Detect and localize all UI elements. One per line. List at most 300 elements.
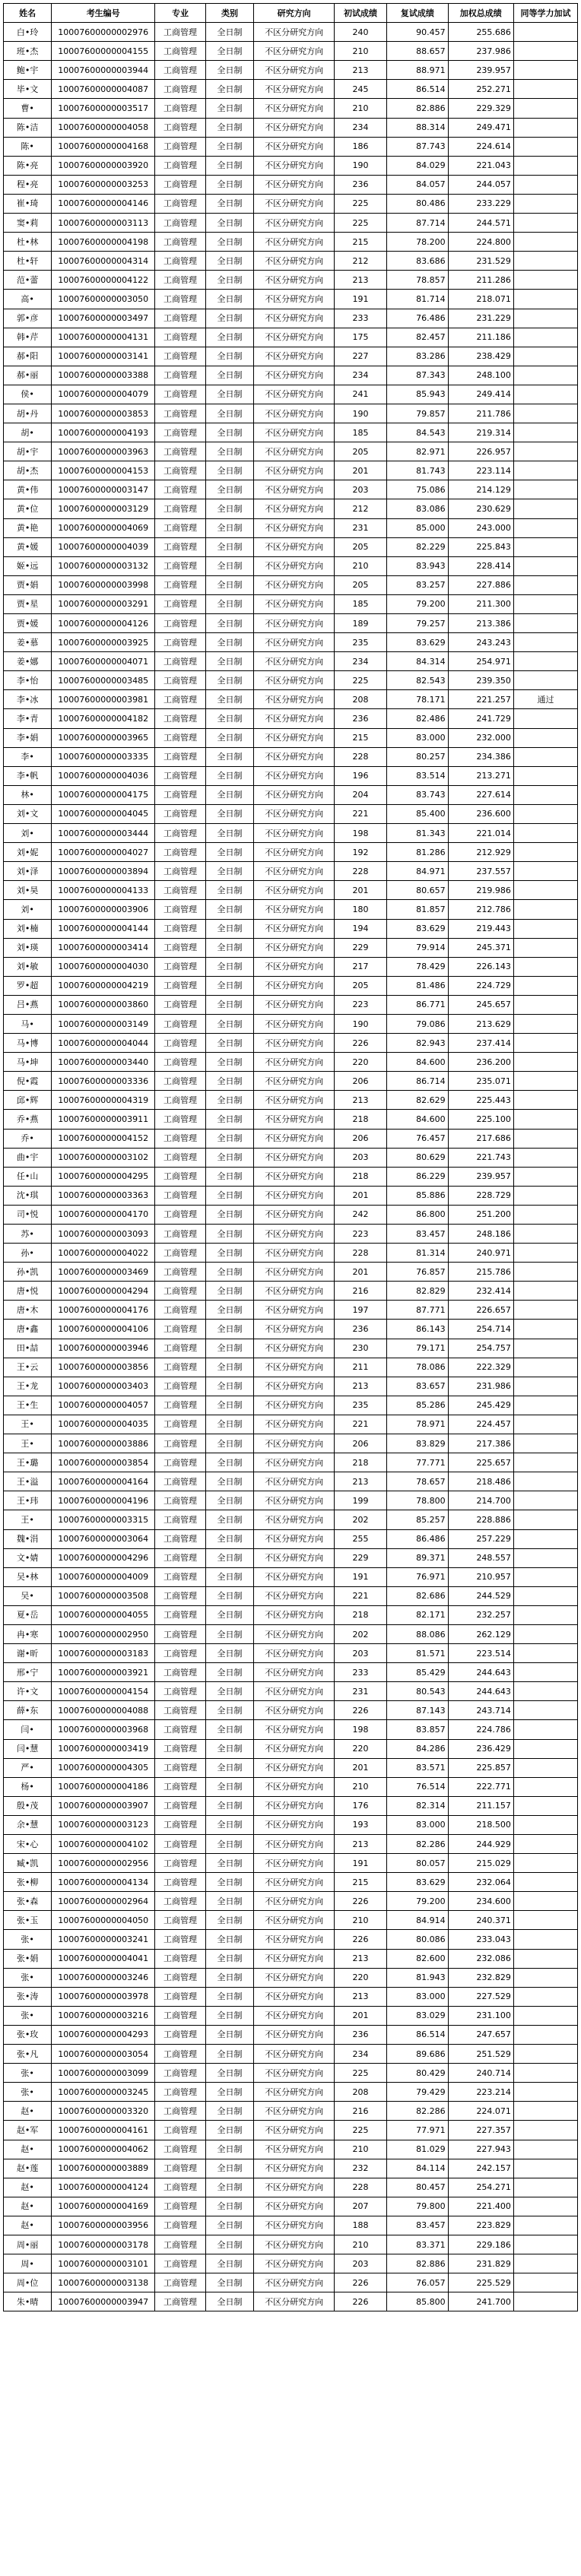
cell-weighted-total: 221.257 xyxy=(448,690,513,709)
cell-equivalent-exam xyxy=(513,423,577,442)
cell-equivalent-exam xyxy=(513,2235,577,2254)
cell-retest-score: 85.257 xyxy=(387,1510,449,1529)
cell-retest-score: 85.943 xyxy=(387,385,449,404)
cell-major: 工商管理 xyxy=(155,1377,206,1396)
cell-initial-score: 236 xyxy=(335,1320,387,1339)
cell-major: 工商管理 xyxy=(155,1034,206,1053)
cell-retest-score: 83.657 xyxy=(387,1377,449,1396)
cell-equivalent-exam xyxy=(513,1110,577,1129)
cell-retest-score: 79.086 xyxy=(387,1014,449,1033)
cell-equivalent-exam xyxy=(513,1282,577,1301)
cell-equivalent-exam xyxy=(513,1873,577,1892)
cell-candidate-id: 10007600000004170 xyxy=(52,1205,155,1224)
cell-retest-score: 87.143 xyxy=(387,1701,449,1720)
cell-research-direction: 不区分研究方向 xyxy=(254,309,335,328)
cell-major: 工商管理 xyxy=(155,1701,206,1720)
cell-candidate-id: 10007600000003183 xyxy=(52,1644,155,1663)
cell-name: 王•玮 xyxy=(4,1491,52,1510)
cell-equivalent-exam xyxy=(513,1892,577,1911)
cell-major: 工商管理 xyxy=(155,214,206,233)
table-row xyxy=(4,1491,578,1510)
cell-category: 全日制 xyxy=(205,2025,253,2044)
cell-major: 工商管理 xyxy=(155,1624,206,1643)
cell-category: 全日制 xyxy=(205,290,253,309)
cell-candidate-id: 10007600000004319 xyxy=(52,1091,155,1110)
cell-retest-score: 85.886 xyxy=(387,1186,449,1205)
cell-category: 全日制 xyxy=(205,843,253,862)
cell-candidate-id: 10007600000003414 xyxy=(52,938,155,957)
cell-initial-score: 226 xyxy=(335,2292,387,2311)
cell-equivalent-exam xyxy=(513,2292,577,2311)
cell-major: 工商管理 xyxy=(155,1987,206,2006)
cell-research-direction: 不区分研究方向 xyxy=(254,2140,335,2159)
cell-research-direction: 不区分研究方向 xyxy=(254,652,335,671)
cell-weighted-total: 255.686 xyxy=(448,23,513,42)
cell-candidate-id: 10007600000003245 xyxy=(52,2083,155,2102)
cell-candidate-id: 10007600000003093 xyxy=(52,1225,155,1244)
cell-research-direction: 不区分研究方向 xyxy=(254,556,335,575)
cell-research-direction: 不区分研究方向 xyxy=(254,118,335,137)
cell-candidate-id: 10007600000004305 xyxy=(52,1758,155,1777)
cell-equivalent-exam xyxy=(513,1644,577,1663)
cell-initial-score: 213 xyxy=(335,1377,387,1396)
cell-equivalent-exam xyxy=(513,1358,577,1377)
cell-research-direction: 不区分研究方向 xyxy=(254,1854,335,1873)
cell-retest-score: 83.514 xyxy=(387,766,449,785)
cell-name: 马• xyxy=(4,1014,52,1033)
cell-candidate-id: 10007600000004169 xyxy=(52,2197,155,2216)
cell-retest-score: 82.457 xyxy=(387,328,449,347)
cell-candidate-id: 10007600000004122 xyxy=(52,271,155,290)
table-row xyxy=(4,1796,578,1815)
cell-name: 闫•慧 xyxy=(4,1739,52,1758)
cell-research-direction: 不区分研究方向 xyxy=(254,1930,335,1949)
cell-name: 姜•娜 xyxy=(4,652,52,671)
score-sheet xyxy=(3,3,578,2311)
cell-equivalent-exam xyxy=(513,1854,577,1873)
cell-major: 工商管理 xyxy=(155,747,206,766)
cell-category: 全日制 xyxy=(205,1186,253,1205)
cell-candidate-id: 10007600000004087 xyxy=(52,80,155,99)
cell-name: 韩•芹 xyxy=(4,328,52,347)
cell-candidate-id: 10007600000003149 xyxy=(52,1014,155,1033)
cell-research-direction: 不区分研究方向 xyxy=(254,1835,335,1854)
cell-candidate-id: 10007600000002964 xyxy=(52,1892,155,1911)
cell-equivalent-exam xyxy=(513,1205,577,1224)
cell-candidate-id: 10007600000003907 xyxy=(52,1796,155,1815)
cell-equivalent-exam xyxy=(513,1053,577,1072)
cell-name: 沈•琪 xyxy=(4,1186,52,1205)
cell-major: 工商管理 xyxy=(155,1186,206,1205)
cell-major: 工商管理 xyxy=(155,1491,206,1510)
cell-research-direction: 不区分研究方向 xyxy=(254,99,335,118)
cell-weighted-total: 240.714 xyxy=(448,2064,513,2083)
table-row xyxy=(4,2216,578,2235)
cell-research-direction: 不区分研究方向 xyxy=(254,214,335,233)
cell-weighted-total: 243.243 xyxy=(448,633,513,652)
cell-candidate-id: 10007600000003178 xyxy=(52,2235,155,2254)
cell-category: 全日制 xyxy=(205,1529,253,1548)
cell-category: 全日制 xyxy=(205,423,253,442)
cell-weighted-total: 235.071 xyxy=(448,1072,513,1091)
cell-initial-score: 213 xyxy=(335,1987,387,2006)
cell-category: 全日制 xyxy=(205,556,253,575)
cell-initial-score: 206 xyxy=(335,1072,387,1091)
cell-name: 刘• xyxy=(4,900,52,919)
cell-initial-score: 201 xyxy=(335,1263,387,1282)
cell-name: 孙• xyxy=(4,1244,52,1263)
cell-major: 工商管理 xyxy=(155,1720,206,1739)
cell-candidate-id: 10007600000003315 xyxy=(52,1510,155,1529)
cell-candidate-id: 10007600000003141 xyxy=(52,347,155,366)
cell-research-direction: 不区分研究方向 xyxy=(254,1586,335,1605)
table-row xyxy=(4,2178,578,2197)
table-row xyxy=(4,690,578,709)
cell-category: 全日制 xyxy=(205,2292,253,2311)
cell-equivalent-exam xyxy=(513,919,577,938)
cell-research-direction: 不区分研究方向 xyxy=(254,1148,335,1167)
cell-category: 全日制 xyxy=(205,347,253,366)
cell-equivalent-exam xyxy=(513,671,577,690)
cell-equivalent-exam xyxy=(513,1263,577,1282)
cell-major: 工商管理 xyxy=(155,2102,206,2121)
cell-major: 工商管理 xyxy=(155,1014,206,1033)
cell-weighted-total: 219.986 xyxy=(448,881,513,900)
cell-equivalent-exam xyxy=(513,1567,577,1586)
cell-initial-score: 190 xyxy=(335,1014,387,1033)
cell-major: 工商管理 xyxy=(155,1911,206,1930)
cell-major: 工商管理 xyxy=(155,1453,206,1472)
cell-retest-score: 81.714 xyxy=(387,290,449,309)
cell-retest-score: 80.486 xyxy=(387,194,449,213)
cell-equivalent-exam xyxy=(513,957,577,976)
cell-initial-score: 190 xyxy=(335,404,387,423)
cell-equivalent-exam xyxy=(513,1835,577,1854)
cell-major: 工商管理 xyxy=(155,1072,206,1091)
cell-initial-score: 223 xyxy=(335,995,387,1014)
table-row xyxy=(4,1739,578,1758)
cell-major: 工商管理 xyxy=(155,594,206,613)
cell-name: 赵• xyxy=(4,2216,52,2235)
cell-weighted-total: 257.229 xyxy=(448,1529,513,1548)
cell-equivalent-exam xyxy=(513,2197,577,2216)
cell-name: 刘•妮 xyxy=(4,843,52,862)
cell-name: 姬•远 xyxy=(4,556,52,575)
cell-name: 胡•宇 xyxy=(4,442,52,461)
table-row xyxy=(4,214,578,233)
cell-major: 工商管理 xyxy=(155,2273,206,2292)
cell-candidate-id: 10007600000003419 xyxy=(52,1739,155,1758)
cell-name: 李•冰 xyxy=(4,690,52,709)
cell-name: 姜•慕 xyxy=(4,633,52,652)
cell-weighted-total: 249.414 xyxy=(448,385,513,404)
cell-category: 全日制 xyxy=(205,1510,253,1529)
cell-candidate-id: 10007600000003440 xyxy=(52,1053,155,1072)
cell-candidate-id: 10007600000004057 xyxy=(52,1396,155,1415)
cell-major: 工商管理 xyxy=(155,385,206,404)
table-row xyxy=(4,1682,578,1701)
cell-retest-score: 82.314 xyxy=(387,1796,449,1815)
cell-equivalent-exam xyxy=(513,843,577,862)
table-row xyxy=(4,1815,578,1834)
cell-category: 全日制 xyxy=(205,1739,253,1758)
cell-equivalent-exam xyxy=(513,1072,577,1091)
cell-major: 工商管理 xyxy=(155,1205,206,1224)
cell-initial-score: 223 xyxy=(335,1225,387,1244)
table-row xyxy=(4,1129,578,1148)
cell-retest-score: 83.257 xyxy=(387,575,449,594)
cell-category: 全日制 xyxy=(205,2045,253,2064)
cell-category: 全日制 xyxy=(205,709,253,728)
cell-equivalent-exam xyxy=(513,214,577,233)
cell-weighted-total: 221.043 xyxy=(448,156,513,175)
table-row xyxy=(4,1167,578,1186)
cell-candidate-id: 10007600000003363 xyxy=(52,1186,155,1205)
cell-name: 黄•艳 xyxy=(4,518,52,537)
cell-initial-score: 218 xyxy=(335,1167,387,1186)
cell-candidate-id: 10007600000004022 xyxy=(52,1244,155,1263)
cell-retest-score: 84.971 xyxy=(387,862,449,881)
cell-initial-score: 245 xyxy=(335,80,387,99)
table-row xyxy=(4,1263,578,1282)
table-row xyxy=(4,99,578,118)
table-row xyxy=(4,1930,578,1949)
cell-research-direction: 不区分研究方向 xyxy=(254,252,335,271)
cell-equivalent-exam xyxy=(513,1510,577,1529)
cell-research-direction: 不区分研究方向 xyxy=(254,1663,335,1682)
cell-major: 工商管理 xyxy=(155,1282,206,1301)
cell-initial-score: 229 xyxy=(335,1548,387,1567)
cell-initial-score: 201 xyxy=(335,461,387,480)
cell-major: 工商管理 xyxy=(155,2254,206,2273)
cell-retest-score: 90.457 xyxy=(387,23,449,42)
cell-weighted-total: 239.957 xyxy=(448,1167,513,1186)
cell-major: 工商管理 xyxy=(155,1358,206,1377)
cell-equivalent-exam xyxy=(513,1968,577,1987)
cell-retest-score: 76.486 xyxy=(387,309,449,328)
header-category: 类别 xyxy=(205,4,253,23)
cell-initial-score: 220 xyxy=(335,1739,387,1758)
cell-candidate-id: 10007600000004186 xyxy=(52,1777,155,1796)
cell-initial-score: 234 xyxy=(335,118,387,137)
cell-research-direction: 不区分研究方向 xyxy=(254,2178,335,2197)
cell-major: 工商管理 xyxy=(155,938,206,957)
cell-candidate-id: 10007600000004079 xyxy=(52,385,155,404)
cell-name: 王•溢 xyxy=(4,1472,52,1491)
cell-major: 工商管理 xyxy=(155,1053,206,1072)
cell-category: 全日制 xyxy=(205,1701,253,1720)
cell-retest-score: 81.943 xyxy=(387,1968,449,1987)
cell-initial-score: 232 xyxy=(335,2159,387,2178)
cell-equivalent-exam xyxy=(513,804,577,823)
cell-retest-score: 79.429 xyxy=(387,2083,449,2102)
cell-major: 工商管理 xyxy=(155,1854,206,1873)
cell-weighted-total: 213.386 xyxy=(448,614,513,633)
cell-initial-score: 226 xyxy=(335,1034,387,1053)
cell-category: 全日制 xyxy=(205,1263,253,1282)
cell-category: 全日制 xyxy=(205,1930,253,1949)
cell-equivalent-exam xyxy=(513,2140,577,2159)
cell-initial-score: 213 xyxy=(335,1949,387,1968)
cell-weighted-total: 231.529 xyxy=(448,252,513,271)
cell-initial-score: 215 xyxy=(335,233,387,252)
cell-major: 工商管理 xyxy=(155,1415,206,1434)
cell-major: 工商管理 xyxy=(155,1263,206,1282)
cell-major: 工商管理 xyxy=(155,1892,206,1911)
cell-equivalent-exam xyxy=(513,1987,577,2006)
table-row xyxy=(4,1892,578,1911)
table-row xyxy=(4,1968,578,1987)
cell-weighted-total: 247.657 xyxy=(448,2025,513,2044)
cell-equivalent-exam xyxy=(513,2273,577,2292)
cell-name: 张• xyxy=(4,2064,52,2083)
cell-name: 班•杰 xyxy=(4,42,52,61)
cell-category: 全日制 xyxy=(205,1987,253,2006)
cell-retest-score: 85.800 xyxy=(387,2292,449,2311)
cell-name: 吕•燕 xyxy=(4,995,52,1014)
cell-major: 工商管理 xyxy=(155,99,206,118)
cell-category: 全日制 xyxy=(205,1453,253,1472)
cell-category: 全日制 xyxy=(205,1835,253,1854)
cell-initial-score: 185 xyxy=(335,423,387,442)
table-row xyxy=(4,1034,578,1053)
cell-name: 冉•寒 xyxy=(4,1624,52,1643)
cell-retest-score: 83.571 xyxy=(387,1758,449,1777)
cell-equivalent-exam xyxy=(513,2064,577,2083)
cell-weighted-total: 226.143 xyxy=(448,957,513,976)
cell-retest-score: 81.314 xyxy=(387,1244,449,1263)
cell-category: 全日制 xyxy=(205,385,253,404)
cell-name: 贾•娟 xyxy=(4,575,52,594)
table-row xyxy=(4,1244,578,1263)
cell-equivalent-exam xyxy=(513,2216,577,2235)
cell-research-direction: 不区分研究方向 xyxy=(254,537,335,556)
cell-category: 全日制 xyxy=(205,824,253,843)
cell-name: 司•悦 xyxy=(4,1205,52,1224)
cell-weighted-total: 224.071 xyxy=(448,2102,513,2121)
cell-weighted-total: 248.186 xyxy=(448,1225,513,1244)
cell-major: 工商管理 xyxy=(155,518,206,537)
cell-weighted-total: 251.200 xyxy=(448,1205,513,1224)
table-row xyxy=(4,1453,578,1472)
cell-candidate-id: 10007600000004124 xyxy=(52,2178,155,2197)
table-row xyxy=(4,900,578,919)
cell-category: 全日制 xyxy=(205,442,253,461)
cell-category: 全日制 xyxy=(205,1148,253,1167)
cell-candidate-id: 10007600000003998 xyxy=(52,575,155,594)
cell-weighted-total: 232.086 xyxy=(448,1949,513,1968)
cell-name: 胡•杰 xyxy=(4,461,52,480)
table-row xyxy=(4,233,578,252)
table-row xyxy=(4,309,578,328)
cell-initial-score: 212 xyxy=(335,499,387,518)
cell-research-direction: 不区分研究方向 xyxy=(254,194,335,213)
cell-category: 全日制 xyxy=(205,480,253,499)
cell-major: 工商管理 xyxy=(155,1815,206,1834)
cell-research-direction: 不区分研究方向 xyxy=(254,824,335,843)
cell-research-direction: 不区分研究方向 xyxy=(254,671,335,690)
cell-retest-score: 82.971 xyxy=(387,442,449,461)
cell-research-direction: 不区分研究方向 xyxy=(254,1110,335,1129)
cell-retest-score: 83.857 xyxy=(387,1720,449,1739)
cell-major: 工商管理 xyxy=(155,728,206,747)
cell-initial-score: 233 xyxy=(335,1663,387,1682)
cell-major: 工商管理 xyxy=(155,2216,206,2235)
cell-equivalent-exam xyxy=(513,1911,577,1930)
cell-category: 全日制 xyxy=(205,1301,253,1320)
cell-initial-score: 255 xyxy=(335,1529,387,1548)
cell-candidate-id: 10007600000004126 xyxy=(52,614,155,633)
table-row xyxy=(4,537,578,556)
cell-equivalent-exam xyxy=(513,2159,577,2178)
table-row xyxy=(4,1110,578,1129)
cell-category: 全日制 xyxy=(205,1682,253,1701)
cell-candidate-id: 10007600000003050 xyxy=(52,290,155,309)
header-row xyxy=(4,4,578,23)
cell-candidate-id: 10007600000004295 xyxy=(52,1167,155,1186)
cell-retest-score: 88.314 xyxy=(387,118,449,137)
cell-retest-score: 82.886 xyxy=(387,99,449,118)
cell-equivalent-exam xyxy=(513,290,577,309)
cell-major: 工商管理 xyxy=(155,252,206,271)
cell-candidate-id: 10007600000004168 xyxy=(52,137,155,156)
cell-name: 刘•文 xyxy=(4,804,52,823)
cell-candidate-id: 10007600000003403 xyxy=(52,1377,155,1396)
cell-equivalent-exam xyxy=(513,575,577,594)
cell-retest-score: 81.857 xyxy=(387,900,449,919)
cell-equivalent-exam xyxy=(513,633,577,652)
cell-retest-score: 79.800 xyxy=(387,2197,449,2216)
table-row xyxy=(4,1949,578,1968)
cell-major: 工商管理 xyxy=(155,1605,206,1624)
cell-equivalent-exam xyxy=(513,1815,577,1834)
cell-candidate-id: 10007600000003911 xyxy=(52,1110,155,1129)
table-row xyxy=(4,2102,578,2121)
cell-weighted-total: 232.064 xyxy=(448,1873,513,1892)
cell-equivalent-exam xyxy=(513,175,577,194)
cell-weighted-total: 245.371 xyxy=(448,938,513,957)
cell-major: 工商管理 xyxy=(155,42,206,61)
cell-retest-score: 86.771 xyxy=(387,995,449,1014)
cell-initial-score: 205 xyxy=(335,976,387,995)
cell-retest-score: 80.457 xyxy=(387,2178,449,2197)
cell-major: 工商管理 xyxy=(155,556,206,575)
cell-weighted-total: 232.829 xyxy=(448,1968,513,1987)
cell-weighted-total: 227.357 xyxy=(448,2121,513,2140)
table-row xyxy=(4,862,578,881)
cell-research-direction: 不区分研究方向 xyxy=(254,995,335,1014)
cell-initial-score: 213 xyxy=(335,1835,387,1854)
cell-category: 全日制 xyxy=(205,1415,253,1434)
cell-name: 魏•涓 xyxy=(4,1529,52,1548)
cell-equivalent-exam xyxy=(513,2121,577,2140)
cell-initial-score: 220 xyxy=(335,1053,387,1072)
cell-candidate-id: 10007600000004102 xyxy=(52,1835,155,1854)
table-row xyxy=(4,118,578,137)
cell-initial-score: 210 xyxy=(335,1777,387,1796)
header-retest-score: 复试成绩 xyxy=(387,4,449,23)
cell-research-direction: 不区分研究方向 xyxy=(254,1529,335,1548)
cell-major: 工商管理 xyxy=(155,824,206,843)
cell-retest-score: 76.857 xyxy=(387,1263,449,1282)
cell-retest-score: 78.800 xyxy=(387,1491,449,1510)
cell-equivalent-exam xyxy=(513,1167,577,1186)
header-candidate-id: 考生编号 xyxy=(52,4,155,23)
cell-retest-score: 76.457 xyxy=(387,1129,449,1148)
table-row xyxy=(4,366,578,385)
cell-name: 刘•泽 xyxy=(4,862,52,881)
cell-initial-score: 202 xyxy=(335,1624,387,1643)
